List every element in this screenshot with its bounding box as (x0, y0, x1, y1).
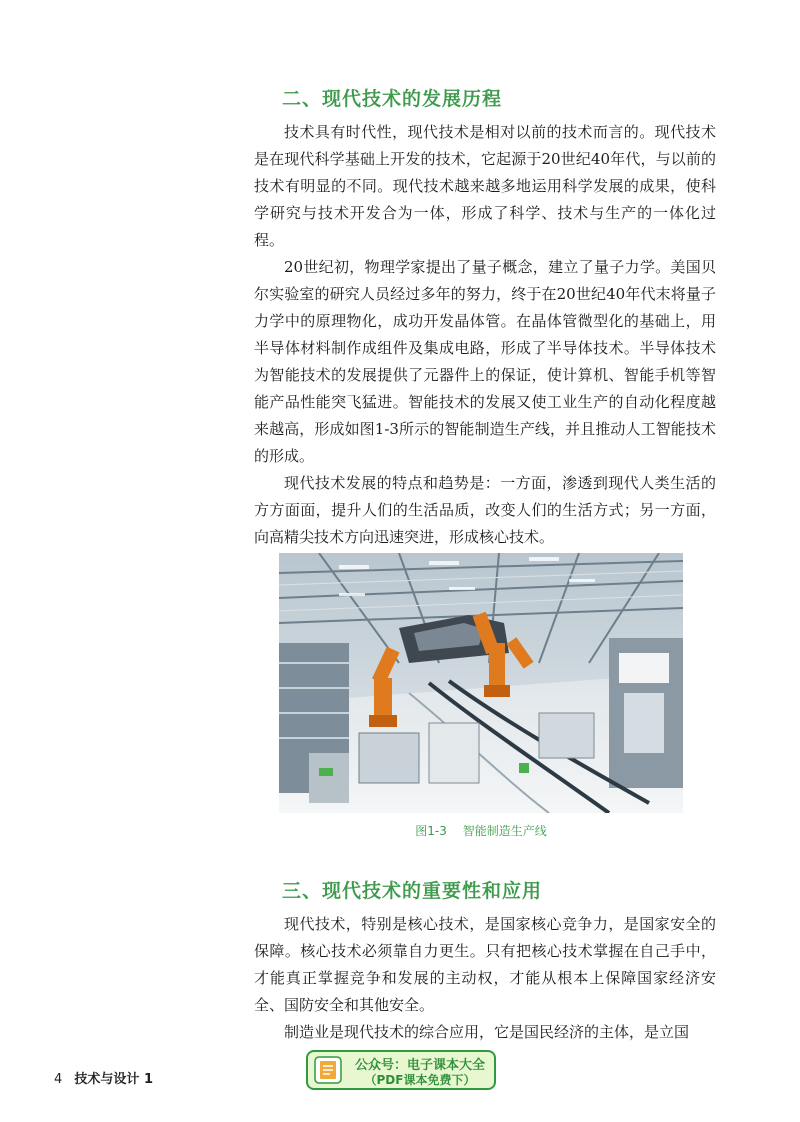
section-body-importance (254, 911, 716, 1046)
paragraph: 制造业是现代技术的综合应用，它是国民经济的主体，是立国 (284, 1023, 690, 1041)
page-footer (54, 1068, 153, 1087)
watermark-line-2: （PDF课本免费下） (364, 1073, 476, 1087)
paragraph: 技术具有时代性，现代技术是相对以前的技术而言的。现代技术是在现代科学基础上开发的技术，它起源于20世纪40年代，与以前的技术有明显的不同。现代技术越来越多地运用科学发展的成果，使科学研究与技术开发合为一体，形成了科学、技术与生产的一体化过程。 (254, 123, 716, 249)
book-logo-icon (314, 1056, 342, 1084)
section-body-development (254, 119, 716, 551)
watermark-stamp (306, 1050, 496, 1090)
paragraph: 现代技术，特别是核心技术，是国家核心竞争力，是国家安全的保障。核心技术必须靠自力更生。只有把核心技术掌握在自己手中，才能真正掌握竞争和发展的主动权，才能从根本上保障国家经济安全、国防安全和其他安全。 (254, 915, 716, 1014)
paragraph: 20世纪初，物理学家提出了量子概念，建立了量子力学。美国贝尔实验室的研究人员经过多年的努力，终于在20世纪40年代末将量子力学中的原理物化，成功开发晶体管。在晶体管微型化的基础上，用半导体材料制作成组件及集成电路，形成了半导体技术。半导体技术为智能技术的发展提供了元器件上的保证，使计算机、智能手机等智能产品性能突飞猛进。智能技术的发展又使工业生产的自动化程度越来越高，形成如图1-3所示的智能制造生产线，并且推动人工智能技术的形成。 (254, 258, 716, 465)
figure-caption (279, 822, 683, 839)
paragraph: 现代技术发展的特点和趋势是：一方面，渗透到现代人类生活的方方面面，提升人们的生活品质，改变人们的生活方式；另一方面，向高精尖技术方向迅速突进，形成核心技术。 (254, 474, 716, 546)
page-number: 4 (54, 1072, 63, 1087)
watermark-line-1: 公众号：电子课本大全 (354, 1058, 485, 1073)
figure-caption-text: 智能制造生产线 (462, 824, 547, 838)
figure-number: 图1-3 (415, 824, 447, 838)
book-title: 技术与设计 1 (74, 1072, 153, 1087)
section-heading-importance: 三、现代技术的重要性和应用 (282, 880, 543, 902)
section-heading-development: 二、现代技术的发展历程 (282, 88, 503, 110)
factory-production-line-photo (279, 553, 683, 813)
